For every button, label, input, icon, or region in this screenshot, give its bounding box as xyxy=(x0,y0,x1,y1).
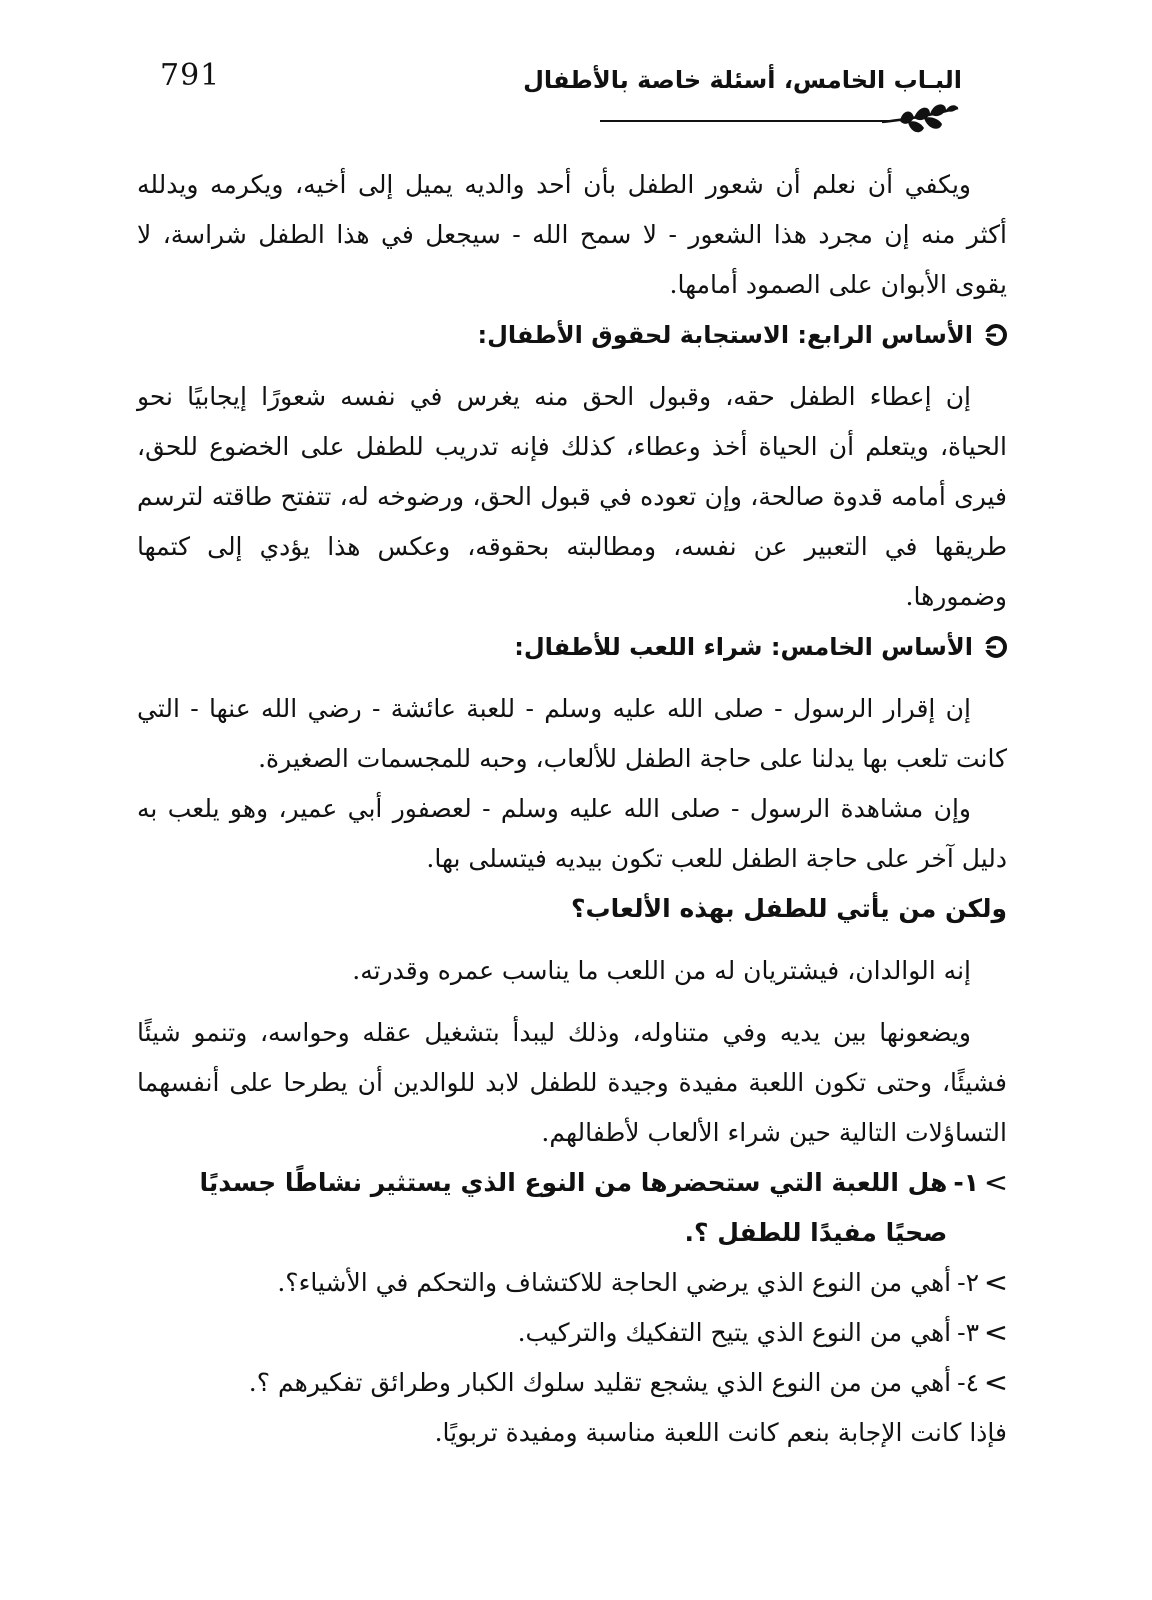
list-item xyxy=(137,1158,1007,1258)
list-text: أهي من النوع الذي يرضي الحاجة للاكتشاف والتحكم في الأشياء؟. xyxy=(277,1268,952,1297)
list-item xyxy=(137,1358,1007,1408)
leaf-ornament-icon xyxy=(880,100,960,140)
arrowhead-icon xyxy=(985,1275,1007,1291)
paragraph-child-rights: إن إعطاء الطفل حقه، وقبول الحق منه يغرس في نفسه شعورًا إيجابيًا نحو الحياة، ويتعلم أن الحياة أخذ وعطاء، كذلك فإنه تدريب للطفل على الخضوع للحق، فيرى أمامه قدوة صالحة، وإن تعوده في قبول الحق، ورضوخه له، تتفتح طاقته لترسم طريقها في التعبير عن نفسه، ومطالبته بحقوقه، وعكس هذا يؤدي إلى كتمها وضمورها. xyxy=(137,382,1007,611)
bullet-icon xyxy=(985,636,1007,658)
question-heading: ولكن من يأتي للطفل بهذه الألعاب؟ xyxy=(571,894,1007,923)
paragraph-closing: فإذا كانت الإجابة بنعم كانت اللعبة مناسبة ومفيدة تربويًا. xyxy=(434,1418,1007,1447)
list-text: أهي من النوع الذي يتيح التفكيك والتركيب. xyxy=(517,1318,952,1347)
bullet-icon xyxy=(985,324,1007,346)
page-number: 791 xyxy=(160,58,221,93)
list-item xyxy=(137,1258,1007,1308)
paragraph-toy-questions: ويضعونها بين يديه وفي متناوله، وذلك ليبدأ بتشغيل عقله وحواسه، وتنمو شيئًا فشيئًا، وحتى تكون اللعبة مفيدة وجيدة للطفل لابد للوالدين أن يطرحا على أنفسهما التساؤلات التالية حين شراء الألعاب لأطفالهم. xyxy=(137,1018,1007,1147)
list-text: هل اللعبة التي ستحضرها من النوع الذي يستثير نشاطًا جسديًا صحيًا مفيدًا للطفل ؟. xyxy=(199,1168,948,1247)
arrowhead-icon xyxy=(985,1375,1007,1391)
heading-text: الأساس الرابع: الاستجابة لحقوق الأطفال: xyxy=(477,321,973,349)
paragraph-parental-favoritism: ويكفي أن نعلم أن شعور الطفل بأن أحد والديه يميل إلى أخيه، ويكرمه ويدلله أكثر منه إن مجرد هذا الشعور - لا سمح الله - سيجعل في هذا الطفل شراسة، لا يقوى الأبوان على الصمود أمامها. xyxy=(137,170,1007,299)
arrowhead-icon xyxy=(985,1175,1007,1191)
list-item xyxy=(137,1308,1007,1358)
list-text: أهي من من النوع الذي يشجع تقليد سلوك الكبار وطرائق تفكيرهم ؟. xyxy=(248,1368,952,1397)
running-header: البـاب الخامس، أسئلة خاصة بالأطفال xyxy=(523,66,962,94)
arrowhead-icon xyxy=(985,1325,1007,1341)
heading-fourth-foundation xyxy=(137,310,1007,360)
paragraph-abu-umair-bird: وإن مشاهدة الرسول - صلى الله عليه وسلم - لعصفور أبي عمير، وهو يلعب به دليل آخر على حاجة الطفل للعب تكون بيديه فيتسلى بها. xyxy=(137,794,1007,873)
header-rule xyxy=(600,120,890,122)
list-number: ٢- xyxy=(957,1268,979,1297)
heading-text: الأساس الخامس: شراء اللعب للأطفال: xyxy=(514,633,973,661)
page-content xyxy=(137,160,1007,1458)
paragraph-parents-buy: إنه الوالدان، فيشتريان له من اللعب ما يناسب عمره وقدرته. xyxy=(352,956,971,985)
paragraph-aisha-doll: إن إقرار الرسول - صلى الله عليه وسلم - للعبة عائشة - رضي الله عنها - التي كانت تلعب بها يدلنا على حاجة الطفل للألعاب، وحبه للمجسمات الصغيرة. xyxy=(137,694,1007,773)
heading-fifth-foundation xyxy=(137,622,1007,672)
list-number: ١- xyxy=(953,1168,979,1197)
list-number: ٣- xyxy=(957,1318,979,1347)
list-number: ٤- xyxy=(957,1368,979,1397)
